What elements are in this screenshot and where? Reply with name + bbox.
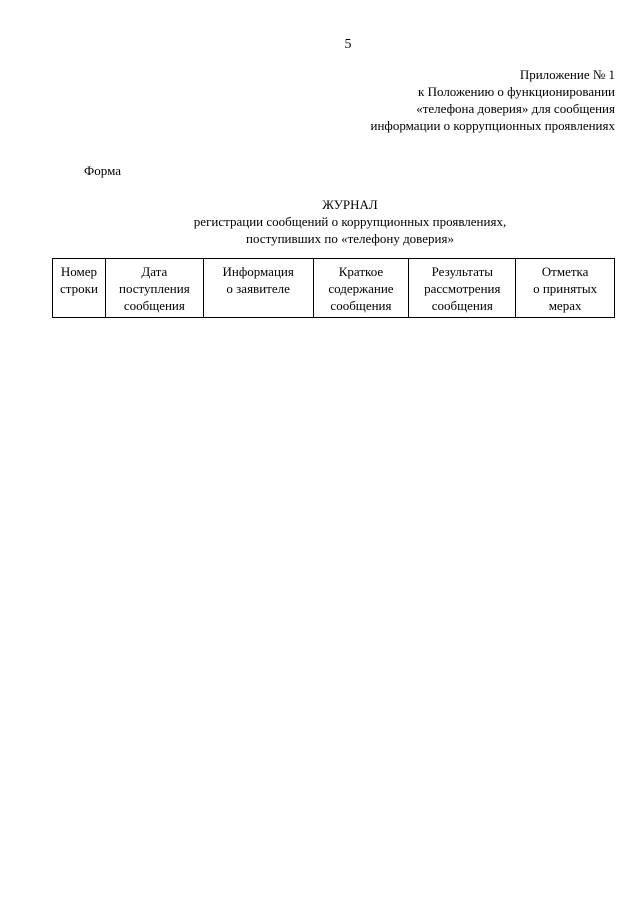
table-header-row: [53, 259, 615, 318]
header-cell-row-number: Номер строки: [53, 259, 106, 318]
header-cell-summary: Краткое содержание сообщения: [313, 259, 409, 318]
journal-title: ЖУРНАЛ: [322, 197, 378, 212]
header-cell-measures-taken: Отметка о принятых мерах: [516, 259, 615, 318]
appendix-line: информации о коррупционных проявлениях: [370, 118, 615, 133]
appendix-block: [371, 66, 615, 134]
header-cell-review-results: Результаты рассмотрения сообщения: [409, 259, 516, 318]
form-label: Форма: [84, 163, 121, 178]
header-cell-applicant-info: Информация о заявителе: [203, 259, 313, 318]
appendix-line: «телефона доверия» для сообщения: [416, 101, 615, 116]
header-cell-received-date: Дата поступления сообщения: [105, 259, 203, 318]
page-number: 5: [344, 37, 352, 52]
journal-subtitle-line: поступивших по «телефону доверия»: [246, 231, 454, 246]
journal-subtitle-line: регистрации сообщений о коррупционных проявлениях,: [193, 214, 507, 229]
appendix-line: Приложение № 1: [519, 67, 615, 82]
appendix-line: к Положению о функционировании: [418, 84, 615, 99]
journal-table: [52, 258, 615, 318]
journal-title-block: [50, 196, 640, 247]
